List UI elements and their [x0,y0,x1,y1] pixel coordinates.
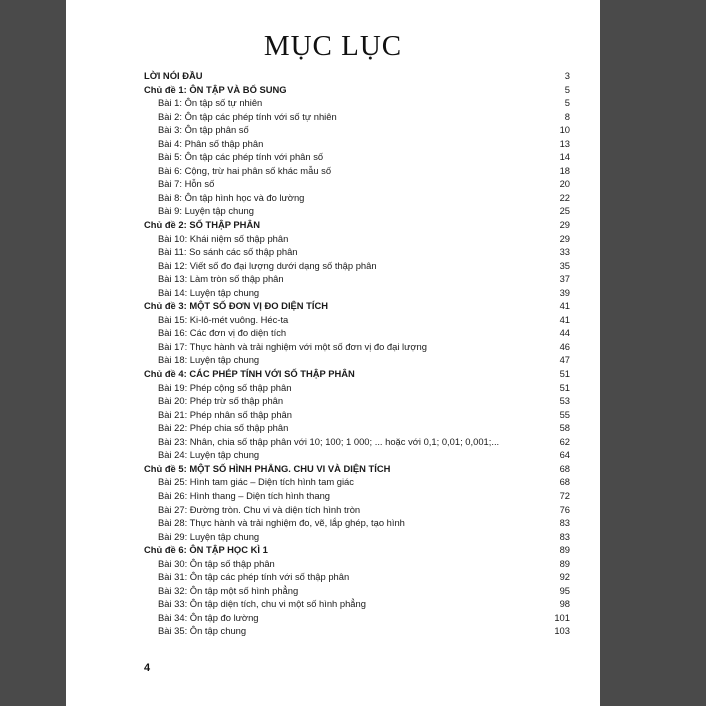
toc-entry-title: Bài 31: Ôn tập các phép tính với số thập phân [158,571,350,583]
toc-entry-title: Bài 14: Luyện tập chung [158,286,260,298]
toc-lesson-row [144,381,576,395]
toc-entry-page: 95 [559,584,570,596]
toc-entry-page: 55 [559,408,570,420]
book-page [66,0,600,706]
toc-lesson-row [144,177,576,191]
toc-entry-page: 92 [559,571,570,583]
toc-lesson-row [144,530,576,544]
toc-lesson-row [144,394,576,408]
toc-lesson-row [144,584,576,598]
toc-entry-title: Bài 32: Ôn tập một số hình phẳng [158,584,299,596]
toc-chapter-row [144,218,576,232]
toc-entry-title: Bài 34: Ôn tập đo lường [158,611,259,623]
toc-entry-page: 25 [559,205,570,217]
toc-entry-page: 47 [559,354,570,366]
toc-entry-title: Bài 25: Hình tam giác – Diện tích hình tam giác [158,476,354,488]
toc-entry-page: 41 [559,313,570,325]
toc-entry-page: 37 [559,273,570,285]
toc-entry-page: 68 [559,462,570,474]
toc-entry-page: 29 [559,219,570,231]
toc-entry-title: Bài 13: Làm tròn số thập phân [158,273,284,285]
toc-entry-title: Bài 33: Ôn tập diện tích, chu vi một số hình phẳng [158,598,366,610]
toc-lesson-row [144,611,576,625]
toc-entry-title: Bài 5: Ôn tập các phép tính với phân số [158,151,324,163]
toc-entry-page: 62 [559,435,570,447]
toc-entry-title: Bài 1: Ôn tập số tự nhiên [158,97,263,109]
toc-entry-title: Bài 9: Luyện tập chung [158,205,254,217]
toc-entry-page: 51 [559,368,570,380]
toc-entry-page: 103 [554,625,570,637]
toc-lesson-row [144,164,576,178]
toc-lesson-row [144,272,576,286]
toc-lesson-row [144,408,576,422]
toc-entry-title: Bài 29: Luyện tập chung [158,530,260,542]
toc-entry-title: Chủ đề 4: CÁC PHÉP TÍNH VỚI SỐ THẬP PHÂN [144,368,355,380]
toc-entry-title: LỜI NÓI ĐẦU [144,70,203,81]
toc-chapter-row [144,83,576,97]
toc-entry-title: Bài 11: So sánh các số thập phân [158,246,298,258]
toc-lesson-row [144,597,576,611]
toc-entry-title: Bài 23: Nhân, chia số thập phân với 10; 100; 1 000; ... hoặc với 0,1; 0,01; 0,001;... [158,435,500,447]
toc-entry-page: 39 [559,286,570,298]
toc-entry-title: Bài 2: Ôn tập các phép tính với số tự nhiên [158,110,337,122]
toc-entry-title: Bài 24: Luyện tập chung [158,449,260,461]
toc-lesson-row [144,245,576,259]
toc-lesson-row [144,624,576,638]
toc-entry-title: Bài 30: Ôn tập số thập phân [158,557,275,569]
page-number: 4 [144,662,151,674]
toc-entry-page: 41 [559,300,570,312]
page-title: MỤC LỤC [263,30,403,62]
toc-entry-title: Chủ đề 3: MỘT SỐ ĐƠN VỊ ĐO DIỆN TÍCH [144,300,329,312]
toc-entry-title: Bài 19: Phép cộng số thập phân [158,381,292,393]
toc-entry-title: Bài 10: Khái niệm số thập phân [158,232,289,244]
toc-entry-title: Bài 18: Luyện tập chung [158,354,260,366]
toc-entry-title: Bài 35: Ôn tập chung [158,625,247,637]
toc-lesson-row [144,448,576,462]
toc-entry-title: Bài 28: Thực hành và trải nghiệm đo, vẽ, lắp ghép, tạo hình [158,517,405,529]
toc-entry-page: 18 [559,164,570,176]
toc-entry-title: Bài 22: Phép chia số thập phân [158,422,289,434]
toc-lesson-row [144,96,576,110]
toc-entry-page: 98 [559,598,570,610]
toc-lesson-row [144,489,576,503]
toc-entry-title: Bài 7: Hỗn số [158,178,215,190]
toc-entry-page: 72 [559,489,570,501]
toc-entry-page: 5 [564,97,570,109]
toc-entry-page: 46 [559,340,570,352]
toc-entry-page: 58 [559,422,570,434]
toc-entry-title: Chủ đề 2: SỐ THẬP PHÂN [144,219,260,231]
toc-lesson-row [144,340,576,354]
toc-entry-page: 33 [559,246,570,258]
toc-entry-title: Bài 3: Ôn tập phân số [158,124,249,136]
toc-entry-title: Bài 26: Hình thang – Diện tích hình thang [158,489,330,501]
toc-entry-page: 68 [559,476,570,488]
toc-entry-title: Chủ đề 1: ÔN TẬP VÀ BỔ SUNG [144,83,287,95]
toc-entry-page: 101 [554,611,570,623]
toc-entry-page: 10 [559,124,570,136]
toc-entry-page: 89 [559,557,570,569]
toc-entry-page: 14 [559,151,570,163]
scan-border-left [0,0,66,706]
scan-border-right [600,0,706,706]
toc-lesson-row [144,110,576,124]
toc-entry-page: 76 [559,503,570,515]
toc-entry-title: Bài 15: Ki-lô-mét vuông. Héc-ta [158,313,289,325]
toc-preface-row [144,69,576,83]
toc-entry-page: 53 [559,395,570,407]
toc-lesson-row [144,435,576,449]
toc-lesson-row [144,421,576,435]
toc-entry-page: 89 [559,544,570,556]
toc-entry-title: Chủ đề 6: ÔN TẬP HỌC KÌ 1 [144,544,268,556]
toc-entry-page: 51 [559,381,570,393]
toc-lesson-row [144,326,576,340]
toc-entry-page: 44 [559,327,570,339]
toc-lesson-row [144,503,576,517]
toc-entry-page: 13 [559,137,570,149]
toc-entry-title: Bài 16: Các đơn vị đo diện tích [158,327,287,339]
toc-entry-title: Chủ đề 5: MỘT SỐ HÌNH PHẲNG. CHU VI VÀ DIỆN TÍCH [144,462,391,474]
toc-lesson-row [144,259,576,273]
table-of-contents [144,69,576,638]
toc-chapter-row [144,543,576,557]
toc-entry-title: Bài 6: Cộng, trừ hai phân số khác mẫu số [158,164,332,176]
toc-lesson-row [144,557,576,571]
toc-entry-title: Bài 27: Đường tròn. Chu vi và diện tích hình tròn [158,503,361,515]
toc-chapter-row [144,367,576,381]
toc-lesson-row [144,353,576,367]
toc-entry-page: 20 [559,178,570,190]
toc-lesson-row [144,570,576,584]
toc-lesson-row [144,286,576,300]
toc-lesson-row [144,516,576,530]
toc-entry-title: Bài 4: Phân số thập phân [158,137,264,149]
toc-entry-page: 29 [559,232,570,244]
toc-chapter-row [144,462,576,476]
toc-entry-title: Bài 20: Phép trừ số thập phân [158,395,284,407]
toc-entry-title: Bài 12: Viết số đo đại lượng dưới dạng số thập phân [158,259,377,271]
toc-lesson-row [144,123,576,137]
toc-entry-title: Bài 21: Phép nhân số thập phân [158,408,292,420]
toc-lesson-row [144,475,576,489]
toc-lesson-row [144,191,576,205]
toc-lesson-row [144,313,576,327]
toc-entry-page: 83 [559,517,570,529]
toc-lesson-row [144,150,576,164]
toc-lesson-row [144,204,576,218]
toc-entry-page: 8 [564,110,570,122]
toc-entry-page: 5 [564,83,570,95]
toc-entry-title: Bài 17: Thực hành và trải nghiệm với một số đơn vị đo đại lượng [158,340,427,352]
toc-lesson-row [144,137,576,151]
toc-entry-page: 3 [564,70,570,81]
toc-entry-page: 35 [559,259,570,271]
toc-entry-page: 83 [559,530,570,542]
toc-chapter-row [144,299,576,313]
toc-entry-title: Bài 8: Ôn tập hình học và đo lường [158,191,305,203]
toc-lesson-row [144,232,576,246]
toc-entry-page: 22 [559,191,570,203]
toc-entry-page: 64 [559,449,570,461]
